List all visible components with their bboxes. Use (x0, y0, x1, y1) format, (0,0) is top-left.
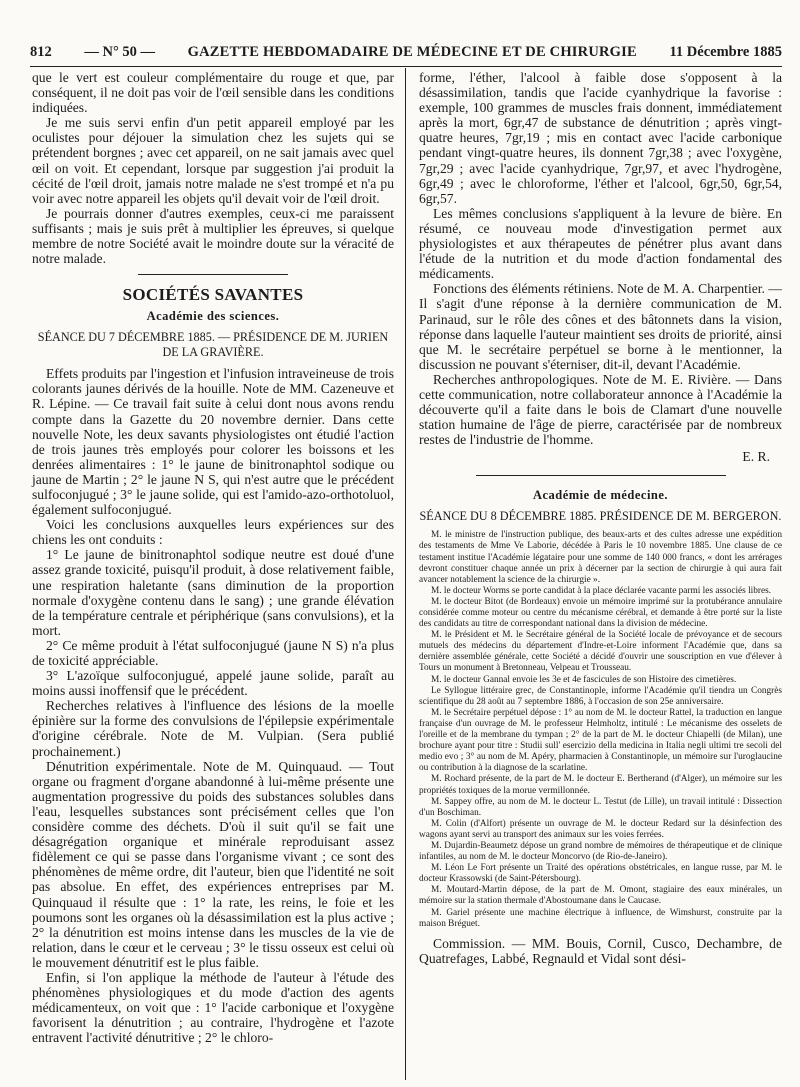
note-quinquaud: Dénutrition expérimentale. Note de M. Quinquaud. — Tout organe ou fragment d'organe abandonné à lui-même présente une augmentation progressive du poids des substances solubles dans l'eau, lesquelles substances sont précisément celles que l'on considère comme des déchets. D'où il suit qu'il se fait une désagrégation organique et minérale reproduisant assez fidèlement ce qui se passe dans l'organisme vivant ; ce sont des phénomènes de même ordre, dit l'auteur, bien que l'identité ne soit pas absolue. En effet, des expériences entreprises par M. Quinquaud il résulte que : 1° la rate, les reins, le foie et les poumons sont les organes où la désassimilation est la plus active ; 2° la dénutrition est moins intense dans les muscles de la vie de relation, dans le cœur et le cerveau ; 3° le tissu osseux est celui où le mouvement dénutritif est le plus faible. (32, 758, 394, 970)
left-paragraph-5: Voici les conclusions auxquelles leurs expériences sur des chiens les ont conduits : (32, 517, 394, 548)
correspondence-item: M. Dujardin-Beaumetz dépose un grand nombre de mémoires de thérapeutique et de clinique infantiles, au nom de M. le docteur Moncorvo (de Rio-de-Janeiro). (419, 840, 782, 863)
commission-paragraph: Commission. — MM. Bouis, Cornil, Cusco, Dechambre, de Quatrefages, Labbé, Regnauld et Vidal sont dési- (419, 935, 782, 966)
conclusion-3: 3° L'azoïque sulfoconjugué, appelé jaune solide, paraît au moins aussi inoffensif que le précédent. (32, 668, 394, 699)
left-paragraph-11: Enfin, si l'on applique la méthode de l'auteur à l'étude des phénomènes physiologiques et du mode d'action des agents médicamenteux, on voit que : 1° l'acide carbonique et l'oxygène favorisent la dénutrition ; au contraire, l'hydrogène et l'azote entravent l'activité dénutritive ; 2° le chloro- (32, 969, 394, 1046)
academy-medicine-heading: Académie de médecine. (532, 488, 669, 503)
conclusion-2: 2° Ce même produit à l'état sulfoconjugué (jaune N S) n'a plus de toxicité appréciable. (32, 637, 394, 668)
issue-number: — N° 50 — (84, 44, 156, 60)
conclusion-1: 1° Le jaune de binitronaphtol sodique neutre est doué d'une assez grande toxicité, puisqu'il produit, à dose relativement faible, une respiration haletante (sans diminution de la proportion normale d'oxygène contenu dans le sang) ; une grande élévation de la température centrale et périphérique (sans convulsions), et la mort. (32, 547, 394, 638)
note-charpentier: Fonctions des éléments rétiniens. Note de M. A. Charpentier. — Il s'agit d'une réponse à la dernière communication de M. Parinaud, sur le rôle des cônes et des bâtonnets dans la vision, réponse dans laquelle l'auteur maintient ses droits de priorité, ainsi que M. le secrétaire perpétuel se borne à le mentionner, la discussion ne pouvant s'éterniser, dit-il, devant l'Académie. (419, 281, 782, 372)
correspondence-item: M. Moutard-Martin dépose, de la part de M. Omont, stagiaire des eaux minérales, un mémoire sur la station thermale d'Abostoumane dans le Caucase. (419, 885, 782, 907)
author-signature: E. R. (742, 449, 770, 465)
section-divider (138, 274, 288, 275)
left-column (32, 70, 394, 1045)
correspondence-item: M. le Secrétaire perpétuel dépose : 1° au nom de M. le docteur Rattel, la traduction en langue française d'un ouvrage de M. le professeur Helmholtz, intitulé : Le mécanisme des osselets de l'oreille et de la membrane du tympan ; 2° de la part de M. le docteur Chiapelli (de Milan), une brochure ayant pour titre : Studii sull' esercizio della medicina in Italia negli ultimi tre secoli del medio evo ; 3° au nom de M. Apéry, pharmacien à Constantinople, un mémoire sur l'uroglaucine ou contribution à la diagnose de la scarlatine. (419, 707, 782, 774)
correspondence-item: Le Syllogue littéraire grec, de Constantinople, informe l'Académie qu'il tiendra un Congrès scientifique du 28 août au 7 septembre 1886, à l'occasion de son 25e anniversaire. (419, 685, 782, 707)
right-paragraph-2: Les mêmes conclusions s'appliquent à la levure de bière. En résumé, ce nouveau mode d'investigation permet aux physiologistes et aux thérapeutes de pénétrer plus avant dans l'étude de la nutrition et du mode d'action fondamental des médicaments. (419, 205, 782, 282)
issue-date: 11 Décembre 1885 (669, 44, 782, 60)
correspondence-item: M. Rochard présente, de la part de M. le docteur E. Bertherand (d'Alger), un mémoire sur les propriétés toxiques de la morue vermillonnée. (419, 774, 782, 796)
header-rule (30, 66, 782, 67)
journal-title: GAZETTE HEBDOMADAIRE DE MÉDECINE ET DE CHIRURGIE (187, 44, 637, 60)
left-paragraph-2: Je me suis servi enfin d'un petit appareil employé par les oculistes pour déjouer la simulation chez les sujets qui se prétendent borgnes ; avec cet appareil, on ne sait jamais avec quel œil on voit. Et cependant, lorsque par suggestion j'ai produit la cécité de l'œil droit, jamais notre malade ne s'est trompé et n'a pu voir avec notre appareil les objets qu'il devait voir de l'œil droit. (32, 115, 394, 206)
correspondence-item: M. le ministre de l'instruction publique, des beaux-arts et des cultes adresse une expédition des testaments de Mme Ve Laborie, décédée à Paris le 10 novembre 1885. Une clause de ce testament institue l'Académie légataire pour une somme de 140 000 francs, « dont les arrérages devront constituer chaque année un prix à décerner par la section de chirurgie à qui aura fait avancer notablement la science de la chirurgie ». (419, 530, 782, 585)
left-paragraph-1: que le vert est couleur complémentaire du rouge et que, par conséquent, il ne doit pas voir de l'œil sensible dans les conditions indiquées. (32, 70, 394, 116)
seance-heading: SÉANCE DU 7 DÉCEMBRE 1885. — PRÉSIDENCE DE M. JURIEN DE LA GRAVIÈRE. (37, 330, 389, 360)
note-vulpian: Recherches relatives à l'influence des lésions de la moelle épinière sur la forme des convulsions de l'épilepsie expérimentale d'origine cérébrale. Note de M. Vulpian. (Sera publié prochainement.) (32, 698, 394, 759)
correspondence-item: M. Gariel présente une machine électrique à influence, de Wimshurst, construite par la maison Bréguet. (419, 907, 782, 929)
section-divider-2 (476, 475, 726, 476)
correspondence-item: M. Sappey offre, au nom de M. le docteur L. Testut (de Lille), un travail intitulé : Dissection d'un Boschiman. (419, 796, 782, 818)
correspondence-item: M. le docteur Worms se porte candidat à la place déclarée vacante parmi les associés libres. (431, 585, 772, 596)
note-riviere: Recherches anthropologiques. Note de M. E. Rivière. — Dans cette communication, notre collaborateur annonce à l'Académie la découverte qu'il a faite dans le bois de Clamart d'une nouvelle station humaine de l'âge de pierre, caractérisée par de nombreux restes de l'industrie de l'homme. (419, 371, 782, 448)
correspondence-item: M. le docteur Gannal envoie les 3e et 4e fascicules de son Histoire des cimetières. (431, 674, 737, 685)
right-column (419, 70, 782, 966)
academy-sciences-heading: Académie des sciences. (146, 309, 280, 324)
section-title: SOCIÉTÉS SAVANTES (122, 285, 304, 305)
correspondence-item: M. Léon Le Fort présente un Traité des opérations obstétricales, en langue russe, par M. le docteur Krassowski (de Saint-Pétersbourg). (419, 863, 782, 885)
running-header (30, 44, 782, 64)
correspondence-item: M. le docteur Bitot (de Bordeaux) envoie un mémoire imprimé sur la protubérance annulaire considérée comme moteur ou centre du mécanisme cérébral, et demande à être porté sur la liste des candidats au titre de correspondant national dans la division de médecine. (419, 596, 782, 630)
correspondence-item: M. Colin (d'Alfort) présente un ouvrage de M. le docteur Redard sur la désinfection des wagons ayant servi au transport des animaux sur les voies ferrées. (419, 818, 782, 840)
note-cazeneuve-lepine: Effets produits par l'ingestion et l'infusion intraveineuse de trois colorants jaunes dérivés de la houille. Note de MM. Cazeneuve et R. Lépine. — Ce travail fait suite à celui dont nous avons rendu compte dans la Gazette du 20 novembre dernier. Dans cette nouvelle Note, les deux savants physiologistes ont étudié l'action de trois jaunes très employés pour colorer les boissons et les denrées alimentaires : 1° le jaune de binitronaphtol sodique ou jaune de Martin ; 2° le jaune N S, qui n'est autre que le précédent sulfoconjugué ; 3° le jaune solide, qui est l'amido-azo-orthotoluol, également sulfoconjugué. (32, 366, 394, 518)
left-paragraph-3: Je pourrais donner d'autres exemples, ceux-ci me paraissent suffisants ; mais je suis prêt à multiplier les épreuves, si quelque membre de notre Société avait le moindre doute sur la véracité de notre malade. (32, 205, 394, 267)
seance-heading-2: SÉANCE DU 8 DÉCEMBRE 1885. PRÉSIDENCE DE M. BERGERON. (419, 509, 782, 524)
column-separator (405, 68, 406, 1080)
right-paragraph-1: forme, l'éther, l'alcool à faible dose s'opposent à la désassimilation, tandis que l'acide cyanhydrique la favorise : exemple, 100 grammes de muscles frais donnent, immédiatement après la mort, 6gr,47 de substance de dénutrition ; après vingt-quatre heures, 7gr,19 ; mis en contact avec l'acide carbonique pendant vingt-quatre heures, ils donnent 7gr,38 ; avec l'oxygène, 7gr,29 ; avec l'acide cyanhydrique, 7gr,97, et avec l'hydrogène, 6gr,49 ; avec le chloroforme, l'éther et l'alcool, 6gr,50, 6gr,54, 6gr,57. (419, 70, 782, 206)
page-number: 812 (30, 44, 52, 60)
correspondence-item: M. le Président et M. le Secrétaire général de la Société locale de prévoyance et de secours mutuels des médecins du département d'Indre-et-Loire informent l'Académie que, dans sa dernière assemblée générale, cette Société a décidé d'ouvrir une souscription en vue d'élever à Tours un monument à Bretonneau, Velpeau et Trousseau. (419, 630, 782, 674)
